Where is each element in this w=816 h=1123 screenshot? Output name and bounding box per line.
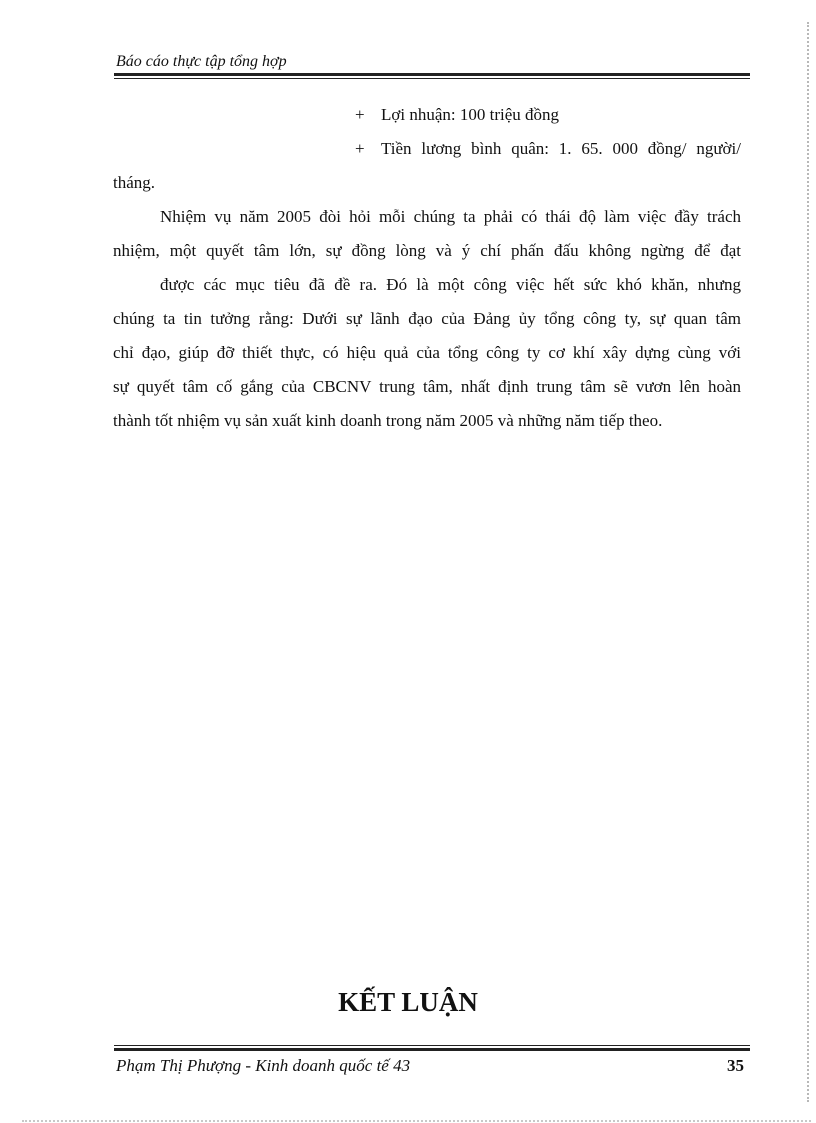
- page-footer: [114, 1045, 750, 1077]
- body-line: chúng ta tin tưởng rằng: Dưới sự lãnh đạo của Đảng ủy tổng công ty, sự quan tâm: [113, 309, 741, 328]
- body-line: chỉ đạo, giúp đỡ thiết thực, có hiệu quả của tổng công ty cơ khí xây dựng cùng với: [113, 343, 741, 362]
- bullet-text: Lợi nhuận: 100 triệu đồng: [381, 105, 560, 124]
- bullet-mark: +: [355, 105, 365, 124]
- bullet-text: Tiền lương bình quân: 1. 65. 000 đồng/ người/: [381, 139, 741, 158]
- header-title: Báo cáo thực tập tổng hợp: [116, 53, 287, 70]
- body-line: Nhiệm vụ năm 2005 đòi hỏi mỗi chúng ta phải có thái độ làm việc đầy trách: [160, 207, 741, 226]
- section-title: KẾT LUẬN: [338, 987, 478, 1017]
- page-border-right: [807, 22, 813, 1102]
- body-line: được các mục tiêu đã đề ra. Đó là một công việc hết sức khó khăn, nhưng: [160, 275, 741, 294]
- bullet-salary: [355, 138, 741, 160]
- header-rule-thick: [114, 73, 750, 76]
- footer-author: Phạm Thị Phượng - Kinh doanh quốc tế 43: [116, 1056, 411, 1075]
- body-line: tháng.: [113, 173, 156, 192]
- body-line: nhiệm, một quyết tâm lớn, sự đồng lòng và ý chí phấn đấu không ngừng để đạt: [113, 241, 741, 260]
- page-number: 35: [727, 1056, 744, 1075]
- bullet-mark: +: [355, 139, 365, 158]
- header-rule-thin: [114, 78, 750, 79]
- page-border-bottom: [22, 1120, 811, 1122]
- page-header: [114, 52, 750, 79]
- footer-rule-thick: [114, 1048, 750, 1051]
- body-line: thành tốt nhiệm vụ sản xuất kinh doanh trong năm 2005 và những năm tiếp theo.: [113, 411, 663, 430]
- body-line: sự quyết tâm cố gắng của CBCNV trung tâm, nhất định trung tâm sẽ vươn lên hoàn: [113, 377, 741, 396]
- footer-rule-thin: [114, 1045, 750, 1046]
- bullet-profit: [355, 104, 559, 126]
